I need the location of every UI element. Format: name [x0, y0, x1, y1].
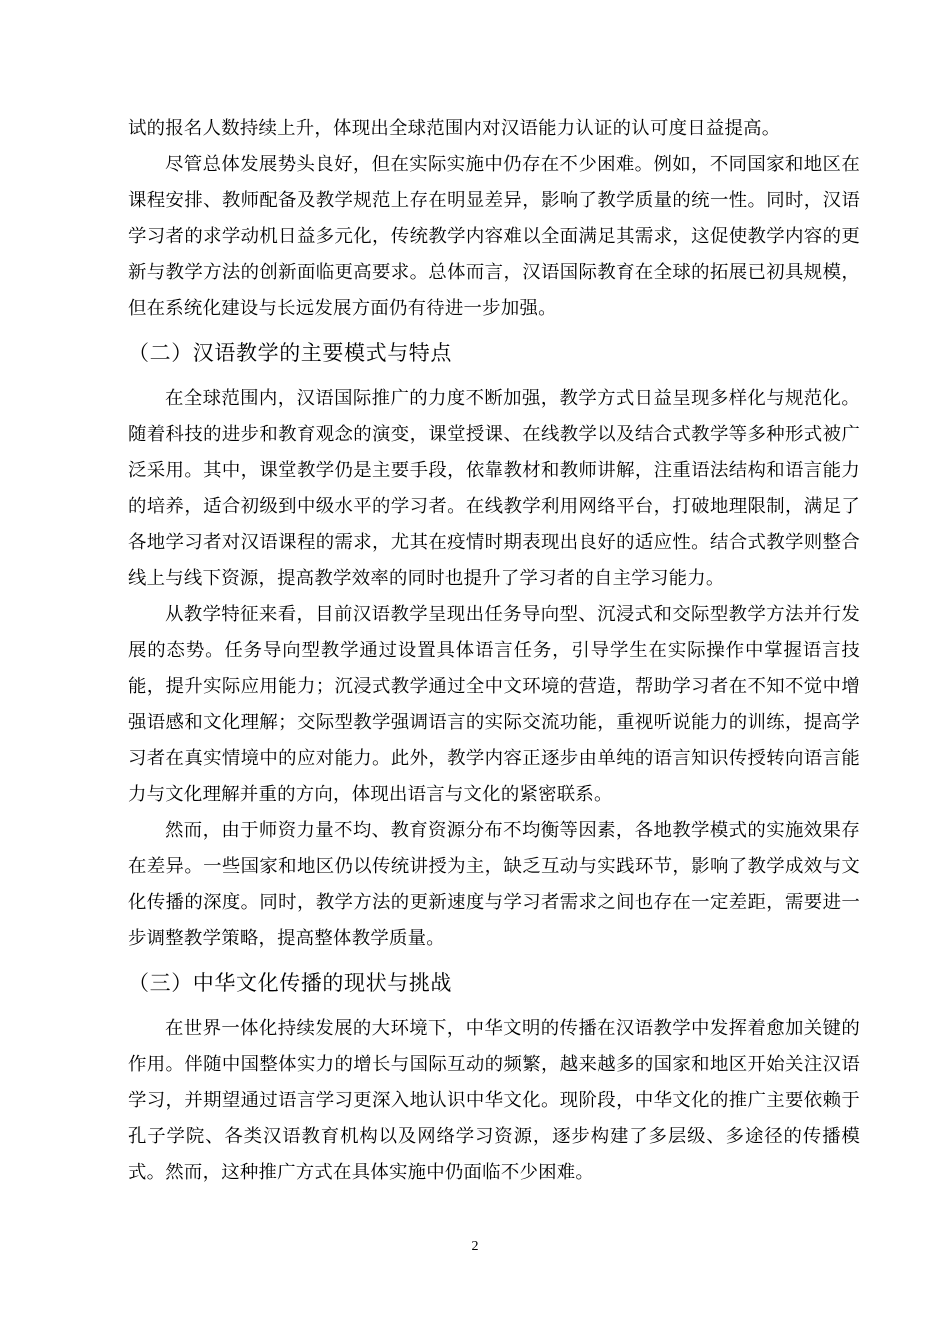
paragraph: 然而，由于师资力量不均、教育资源分布不均衡等因素，各地教学模式的实施效果存在差异。一些国家和地区仍以传统讲授为主，缺乏互动与实践环节，影响了教学成效与文化传播的深度。同时，教学方法的更新速度与学习者需求之间也存在一定差距，需要进一步调整教学策略，提高整体教学质量。: [128, 820, 860, 949]
paragraph: 在全球范围内，汉语国际推广的力度不断加强，教学方式日益呈现多样化与规范化。随着科技的进步和教育观念的演变，课堂授课、在线教学以及结合式教学等多种形式被广泛采用。其中，课堂教学仍是主要手段，依靠教材和教师讲解，注重语法结构和语言能力的培养，适合初级到中级水平的学习者。在线教学利用网络平台，打破地理限制，满足了各地学习者对汉语课程的需求，尤其在疫情时期表现出良好的适应性。结合式教学则整合线上与线下资源，提高教学效率的同时也提升了学习者的自主学习能力。: [128, 388, 860, 589]
page-body: [128, 111, 860, 1191]
paragraph: 在世界一体化持续发展的大环境下，中华文明的传播在汉语教学中发挥着愈加关键的作用。伴随中国整体实力的增长与国际互动的频繁，越来越多的国家和地区开始关注汉语学习，并期望通过语言学习更深入地认识中华文化。现阶段，中华文化的推广主要依赖于孔子学院、各类汉语教育机构以及网络学习资源，逐步构建了多层级、多途径的传播模式。然而，这种推广方式在具体实施中仍面临不少困难。: [128, 1018, 860, 1183]
section-heading-3: （三）中华文化传播的现状与挑战: [128, 971, 452, 995]
section-heading-2: （二）汉语教学的主要模式与特点: [128, 341, 452, 365]
paragraph-continued: 试的报名人数持续上升，体现出全球范围内对汉语能力认证的认可度日益提高。: [128, 118, 781, 139]
paragraph: 尽管总体发展势头良好，但在实际实施中仍存在不少困难。例如，不同国家和地区在课程安排、教师配备及教学规范上存在明显差异，影响了教学质量的统一性。同时，汉语学习者的求学动机日益多元化，传统教学内容难以全面满足其需求，这促使教学内容的更新与教学方法的创新面临更高要求。总体而言，汉语国际教育在全球的拓展已初具规模，但在系统化建设与长远发展方面仍有待进一步加强。: [128, 154, 860, 319]
paragraph: 从教学特征来看，目前汉语教学呈现出任务导向型、沉浸式和交际型教学方法并行发展的态势。任务导向型教学通过设置具体语言任务，引导学生在实际操作中掌握语言技能，提升实际应用能力；沉浸式教学通过全中文环境的营造，帮助学习者在不知不觉中增强语感和文化理解；交际型教学强调语言的实际交流功能，重视听说能力的训练，提高学习者在真实情境中的应对能力。此外，教学内容正逐步由单纯的语言知识传授转向语言能力与文化理解并重的方向，体现出语言与文化的紧密联系。: [128, 604, 860, 805]
page-number: 2: [471, 1239, 479, 1254]
